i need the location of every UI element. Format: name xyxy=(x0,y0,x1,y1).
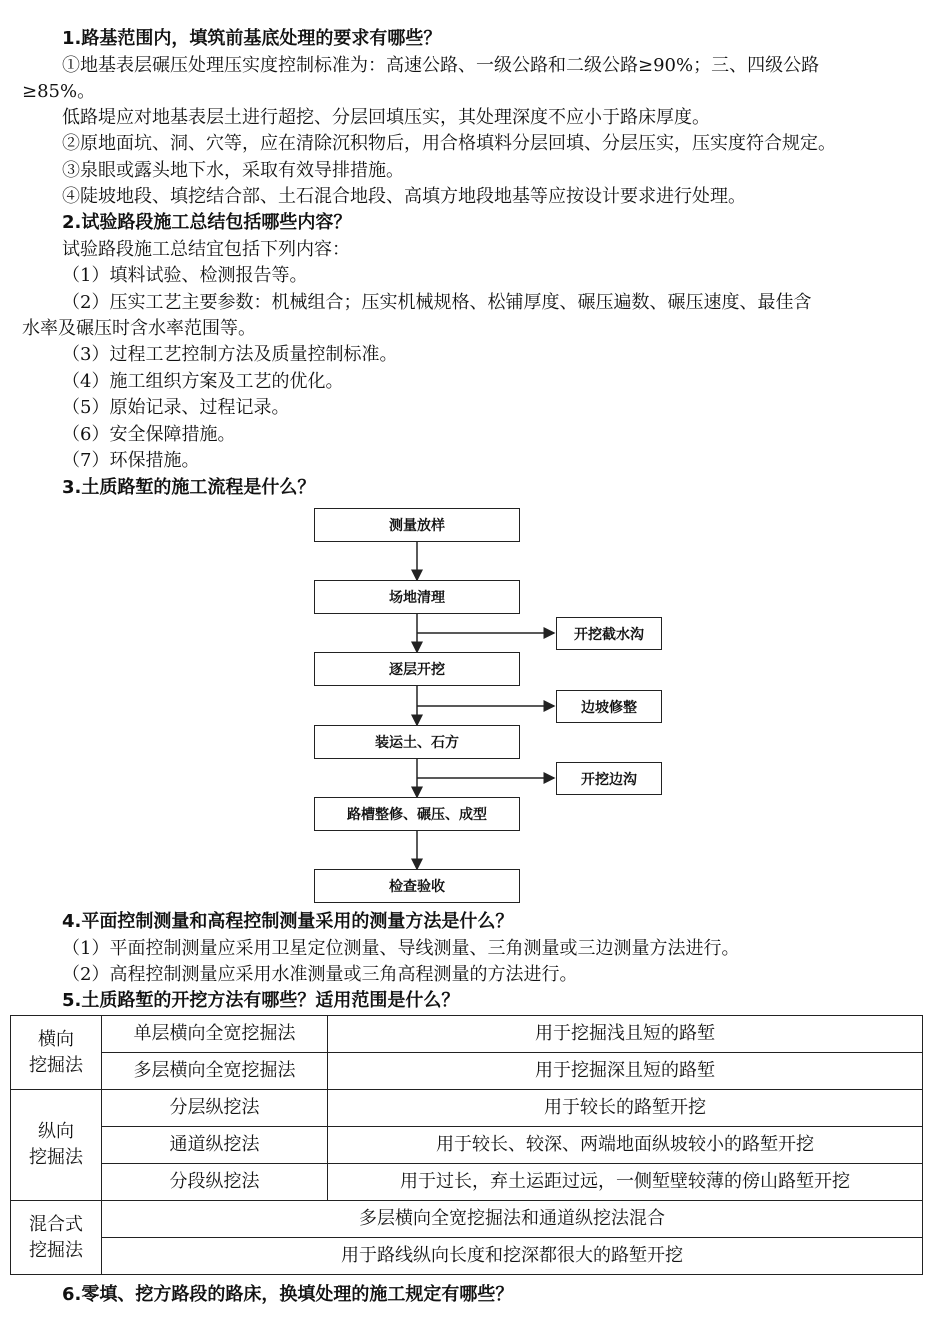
category-longitudinal: 纵向 挖掘法 xyxy=(11,1090,102,1201)
flow-step-site-clearing: 场地清理 xyxy=(314,580,520,614)
q2-item-1: （1）填料试验、检测报告等。 xyxy=(62,265,308,286)
q2-item-6: （6）安全保障措施。 xyxy=(62,424,236,445)
q2-item-3: （3）过程工艺控制方法及质量控制标准。 xyxy=(62,344,398,365)
q2-intro: 试验路段施工总结宜包括下列内容： xyxy=(62,239,350,260)
q1-title: 1.路基范围内，填筑前基底处理的要求有哪些？ xyxy=(62,28,442,49)
method-scope: 用于挖掘浅且短的路堑 xyxy=(328,1016,923,1053)
flow-side-side-ditch: 开挖边沟 xyxy=(556,762,662,795)
flow-side-intercepting-ditch: 开挖截水沟 xyxy=(556,617,662,650)
q1-line-1: ①地基表层碾压处理压实度控制标准为：高速公路、一级公路和二级公路≥90%；三、四级公路 xyxy=(62,55,820,76)
excavation-methods-table xyxy=(10,1015,923,1275)
table-row xyxy=(11,1127,923,1164)
q2-item-2-cont: 水率及碾压时含水率范围等。 xyxy=(22,318,256,339)
q2-item-5: （5）原始记录、过程记录。 xyxy=(62,397,290,418)
q1-line-5: ③泉眼或露头地下水，采取有效导排措施。 xyxy=(62,160,404,181)
q1-line-3: 低路堤应对地基表层土进行超挖、分层回填压实，其处理深度不应小于路床厚度。 xyxy=(62,107,710,128)
q6-title: 6.零填、挖方路段的路床，换填处理的施工规定有哪些？ xyxy=(62,1284,514,1305)
q3-title: 3.土质路堑的施工流程是什么？ xyxy=(62,477,316,498)
q2-item-7: （7）环保措施。 xyxy=(62,450,200,471)
q1-line-2: ≥85%。 xyxy=(22,81,96,102)
mixed-method-desc: 多层横向全宽挖掘法和通道纵挖法混合 xyxy=(102,1201,923,1238)
flow-step-inspection: 检查验收 xyxy=(314,869,520,903)
q2-item-2: （2）压实工艺主要参数：机械组合；压实机械规格、松铺厚度、碾压遍数、碾压速度、最佳含 xyxy=(62,292,812,313)
q4-line-1: （1）平面控制测量应采用卫星定位测量、导线测量、三角测量或三边测量方法进行。 xyxy=(62,938,740,959)
method-name: 分层纵挖法 xyxy=(102,1090,328,1127)
method-name: 单层横向全宽挖掘法 xyxy=(102,1016,328,1053)
category-mixed: 混合式 挖掘法 xyxy=(11,1201,102,1275)
q5-title: 5.土质路堑的开挖方法有哪些？适用范围是什么？ xyxy=(62,990,460,1011)
category-horizontal: 横向 挖掘法 xyxy=(11,1016,102,1090)
q4-line-2: （2）高程控制测量应采用水准测量或三角高程测量的方法进行。 xyxy=(62,964,578,985)
q2-item-4: （4）施工组织方案及工艺的优化。 xyxy=(62,371,344,392)
q1-line-6: ④陡坡地段、填挖结合部、土石混合地段、高填方地段地基等应按设计要求进行处理。 xyxy=(62,186,746,207)
flow-step-haul-earth-rock: 装运土、石方 xyxy=(314,725,520,759)
table-row xyxy=(11,1053,923,1090)
table-row xyxy=(11,1201,923,1238)
method-name: 多层横向全宽挖掘法 xyxy=(102,1053,328,1090)
method-scope: 用于较长、较深、两端地面纵坡较小的路堑开挖 xyxy=(328,1127,923,1164)
table-row xyxy=(11,1164,923,1201)
method-scope: 用于较长的路堑开挖 xyxy=(328,1090,923,1127)
q2-title: 2.试验路段施工总结包括哪些内容？ xyxy=(62,212,352,233)
method-name: 分段纵挖法 xyxy=(102,1164,328,1201)
method-scope: 用于挖掘深且短的路堑 xyxy=(328,1053,923,1090)
method-scope: 用于过长，弃土运距过远，一侧堑壁较薄的傍山路堑开挖 xyxy=(328,1164,923,1201)
table-row xyxy=(11,1016,923,1053)
q1-line-4: ②原地面坑、洞、穴等，应在清除沉积物后，用合格填料分层回填、分层压实，压实度符合规定。 xyxy=(62,133,836,154)
flow-step-survey: 测量放样 xyxy=(314,508,520,542)
flow-step-layered-excavation: 逐层开挖 xyxy=(314,652,520,686)
table-row xyxy=(11,1090,923,1127)
flow-step-subgrade-finishing: 路槽整修、碾压、成型 xyxy=(314,797,520,831)
q4-title: 4.平面控制测量和高程控制测量采用的测量方法是什么？ xyxy=(62,911,514,932)
mixed-method-scope: 用于路线纵向长度和挖深都很大的路堑开挖 xyxy=(102,1238,923,1275)
flow-side-slope-trimming: 边坡修整 xyxy=(556,690,662,723)
table-row xyxy=(11,1238,923,1275)
method-name: 通道纵挖法 xyxy=(102,1127,328,1164)
